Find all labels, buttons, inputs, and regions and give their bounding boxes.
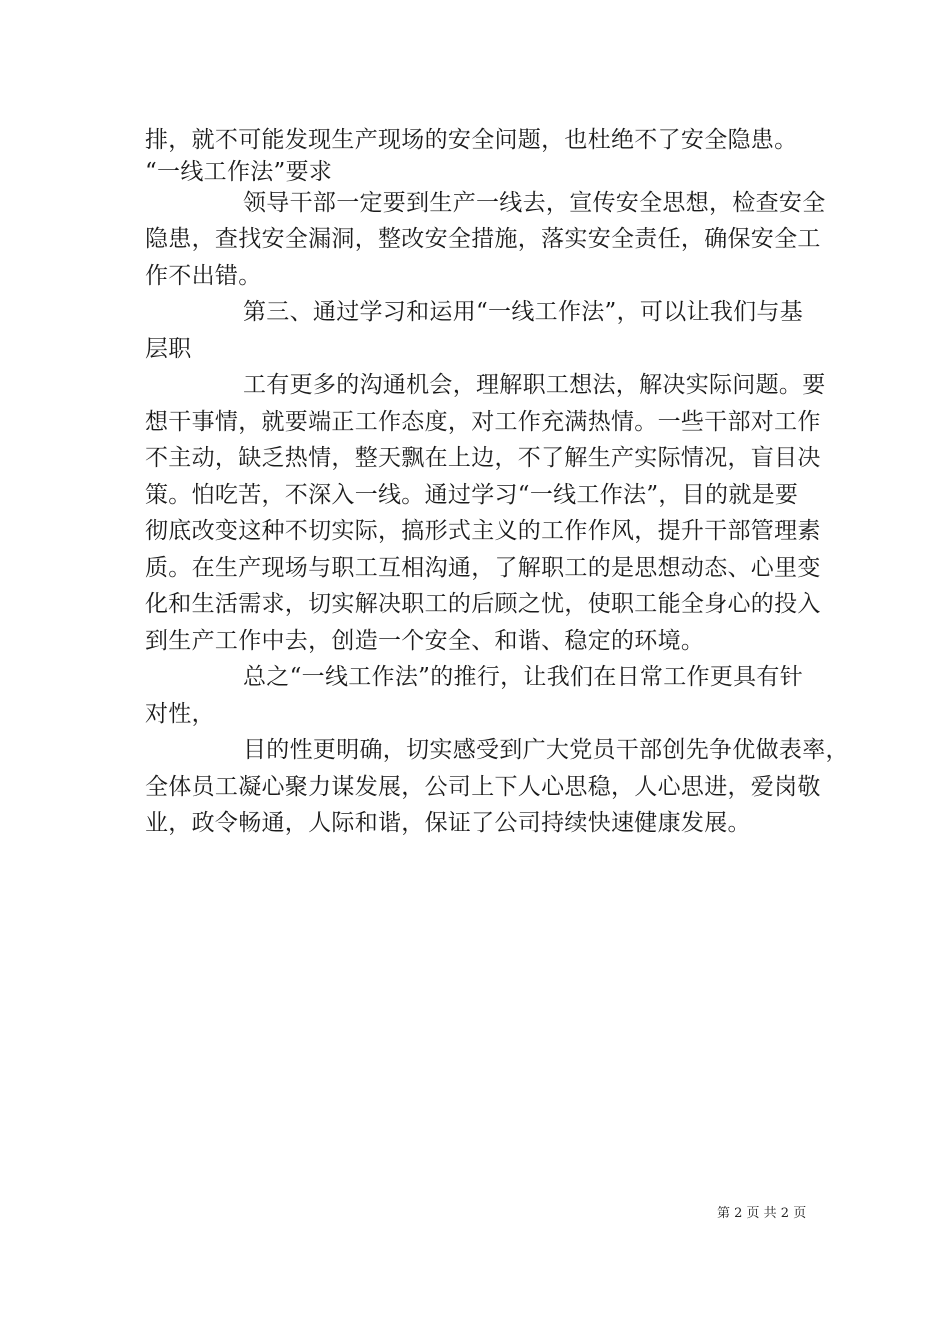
text-line: 领导干部一定要到生产一线去，宣传安全思想，检查安全 (243, 189, 826, 216)
text-line: 第三、通过学习和运用“一线工作法”，可以让我们与基 (243, 299, 804, 325)
text-line: 化和生活需求，切实解决职工的后顾之忧，使职工能全身心的投入 (145, 591, 821, 617)
text-line: 想干事情，就要端正工作态度，对工作充满热情。一些干部对工作 (145, 408, 821, 435)
document-body (145, 122, 849, 842)
text-line: 业，政令畅通，人际和谐，保证了公司持续快速健康发展。 (145, 810, 751, 836)
text-line: 策。怕吃苦，不深入一线。通过学习“一线工作法”，目的就是要 (145, 481, 799, 508)
text-line-heading: “一线工作法”要求 (145, 158, 333, 185)
text-line: 目的性更明确，切实感受到广大党员干部创先争优做表率， (243, 737, 849, 763)
text-line: 层职 (145, 335, 192, 362)
text-line: 隐患，查找安全漏洞，整改安全措施，落实安全责任，确保安全工 (145, 226, 821, 252)
text-line: 彻底改变这种不切实际，搞形式主义的工作作风，提升干部管理素 (145, 518, 821, 544)
text-line: 不主动，缺乏热情，整天飘在上边，不了解生产实际情况，盲目决 (145, 445, 821, 471)
text-line: 工有更多的沟通机会，理解职工想法，解决实际问题。要 (243, 372, 826, 398)
text-line: 质。在生产现场与职工互相沟通，了解职工的是思想动态、心里变 (145, 554, 821, 581)
text-line: 作不出错。 (145, 262, 262, 289)
text-line: 排，就不可能发现生产现场的安全问题，也杜绝不了安全隐患。 (145, 127, 798, 153)
text-line: 总之“一线工作法”的推行，让我们在日常工作更具有针 (243, 664, 804, 690)
text-line: 对性， (145, 700, 215, 727)
text-line: 全体员工凝心聚力谋发展，公司上下人心思稳，人心思进，爱岗敬 (145, 773, 821, 800)
text-line: 到生产工作中去，创造一个安全、和谐、稳定的环境。 (145, 627, 705, 654)
page-number-footer: 第 2 页 共 2 页 (717, 1206, 807, 1221)
